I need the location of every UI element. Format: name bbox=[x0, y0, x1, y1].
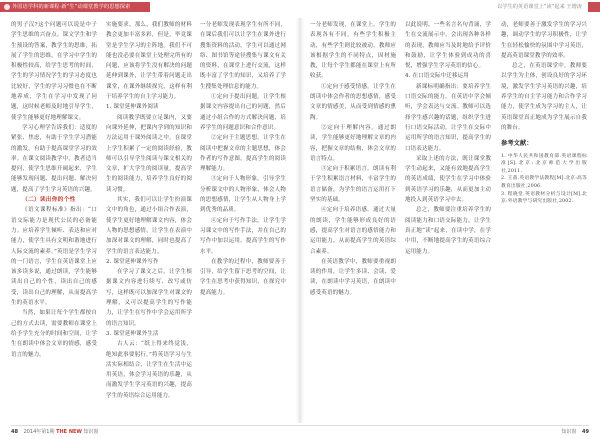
right-page-column-2 bbox=[405, 20, 491, 415]
paragraph: 采取上述的方法，既让课堂教学生动起来，又能有效地提高学生的英语成绩，使学生在学习中体验到英语学习的乐趣，从而更加主动地投入到英语学习中去。 bbox=[405, 155, 491, 204]
issue-label: 2014年第1期 bbox=[23, 429, 55, 435]
paragraph: 实施要求。那么，我们教师的材料教会更加丰富多彩，但是，毕竟课堂是学生学习的主阵地。我们不可能也没必要在课堂上处理完所有的问题，应该将学生没有解决的问题延伸到课外，让学生带着问题走出课堂，在课外继续探究，这样有利于培养学生的自主学习能力。 bbox=[106, 22, 192, 101]
references-list bbox=[501, 153, 587, 206]
paragraph: 古人云：“纸上得来终觉浅，绝知此事要躬行。”将英语学习与生活实际相结合，让学生在生活中运用英语，体会学习英语的乐趣，从而激发学生学习英语的兴趣，提高学生的英语综合运用能力。 bbox=[106, 341, 192, 399]
paragraph: 总之，教师要注重培养学生的阅读能力和口语交际能力，让学生真正地“读”起来，在读中学，在学中用，不断地提高学生的英语综合运用能力。 bbox=[405, 207, 491, 255]
journal-label: 知识窗 bbox=[561, 429, 577, 435]
header-dot-icon bbox=[4, 4, 10, 10]
right-page-column-3 bbox=[501, 20, 587, 415]
paragraph: 在学习了课文之后，让学生根据课文内容进行续写、改写或仿写，这样既可以加深学生对课文的理解，又可以提高学生的写作能力，让学生在写作中学会运用所学的语言知识。 bbox=[106, 269, 192, 327]
paragraph: 一分老师发现表现学生有所不同，在课后我们可以让学生在课外进行搜集资料的活动，学生可以通过网络、图书馆等途径搜集与课文有关的资料，在课堂上进行交流，这样既丰富了学生的知识，又培养了学生搜集处理信息的能力。 bbox=[200, 22, 286, 90]
paragraph: 的男子汉?这个问题可以说是中子学生思维的兴奋点。课文学生和学生预设的答案，教学生的思维，拓展了学生的思维，在学习中学生的积极性较高，给学生思考的时间，学生的学习情况学生的学习态度也比较好，学生的学习习惯也在不断地养成，学生在学习中发现了问题，这时候老师及时地引导学生，使学生能够更好地理解课文。 bbox=[11, 22, 97, 121]
subsection-heading: 3. 课堂延伸课外生活 bbox=[106, 330, 159, 337]
right-page-column-1 bbox=[310, 20, 396, 415]
paragraph: ①定向于提出问题。让学生根据课文内容提出自己的问题，然后通过小组合作的方式解决问题，培养学生的问题意识和合作意识。 bbox=[200, 94, 286, 131]
subsection-heading: 4. 在口语交际中迁移运用 bbox=[405, 73, 469, 80]
paragraph: ②定向于主题思想。让学生在阅读中把握文章的主题思想，体会作者的写作意图，提高学生的阅读理解能力。 bbox=[200, 135, 286, 173]
running-header-left: 外国语学科的新课程·新“生”动课堂教学的思想探索 bbox=[12, 4, 131, 10]
running-header bbox=[0, 0, 600, 14]
paragraph: 当然，如果让每个学生都按自己的方式去读，需要教师在课堂上给予学生充分的时间和空间，让学生在朗读中体会文章的情感，感受语言的魅力。 bbox=[11, 310, 97, 358]
paragraph: 以此说明，一些名言名句背诵，学生在交流展示中，会出现各种各样的表现，教师应当及时地给予评价和鼓励，让学生体验到成功的喜悦，增强学生学习英语的信心。 bbox=[405, 22, 491, 70]
paragraph: 一分老师发现，在课堂上，学生的表现各有不同，有些学生积极主动，有些学生则比较被动。教师应该根据学生的不同特点，因材施教，让每个学生都能在课堂上有所收获。 bbox=[310, 22, 396, 80]
subsection-heading: 1. 课堂延伸课外阅读 bbox=[106, 104, 159, 111]
paragraph: 在教学的过程中，教师要善于引导，给学生留下思考的空间，让学生在思考中获得知识，在探究中提高能力。 bbox=[200, 258, 286, 296]
footer-left bbox=[11, 427, 99, 437]
paragraph: ③定向于积累语言。朗读有利于学生积累语言材料，丰富学生的语言储备，为学生的语言运用打下坚实的基础。 bbox=[310, 166, 396, 204]
reference-item: 1. 中华人民共和国教育部.英语课程标准[S].北京:北京师范大学出版社,2011. bbox=[501, 153, 587, 174]
paragraph: ④定向于培养语感。通过大量的朗读，学生能够形成良好的语感，提高学生对语言的感悟能力和运用能力，从而提高学生的英语综合素养。 bbox=[310, 207, 396, 255]
paragraph: ①定向于感受情感。让学生在朗读中体会作者的思想感情，感受文章的情感美，从而受到情感的熏陶。 bbox=[310, 83, 396, 121]
footer-right bbox=[561, 427, 589, 437]
brand-label: THE NEW bbox=[56, 429, 82, 435]
paragraph: ②定向于理解内容。通过朗读，学生能够更好地理解文章的内容，把握文章的结构，体会文章的语言特点。 bbox=[310, 124, 396, 162]
page-gutter bbox=[296, 18, 304, 423]
left-page-column-3 bbox=[200, 20, 286, 415]
reference-item: 3. 程晓堂.英语教材分析与设计[M].北京:外语教学与研究出版社,2002. bbox=[501, 191, 587, 205]
paragraph: 其实，我们可以让学生扮演课文中的角色，通过小组合作表演，使学生更好地理解课文内容，体会人物的思想感情，让学生在表演中加深对课文的理解，同时也提高了学生的语言表达能力。 bbox=[106, 197, 192, 255]
paragraph: 新课标明确指出：要培养学生口语交际的能力，在英语中学会倾听，学会表达与交流。教师可以选择学生感兴趣的话题，组织学生进行口语交际活动，让学生在交际中运用所学的语言知识，提高学生的口语表达能力。 bbox=[405, 83, 491, 152]
paragraph: 动，老师要善于激发学生的学习兴趣，调动学生的学习积极性，让学生在轻松愉快的氛围中学习英语，提高英语课堂教学的效率。 bbox=[501, 22, 587, 59]
paragraph: 总之，在英语课堂中，教师要以学生为主体，创设良好的学习环境，激发学生学习英语的兴趣，培养学生的自主学习能力和合作学习能力，使学生成为学习的主人，让英语课堂真正地成为学生展示自我的舞台。 bbox=[501, 63, 587, 131]
page-footer bbox=[0, 425, 600, 439]
paragraph: ④定向于写作手法。让学生学习课文中的写作手法，并在自己的写作中加以运用，提高学生的写作水平。 bbox=[200, 217, 286, 255]
page-number-left: 48 bbox=[11, 429, 18, 435]
left-page-column-1 bbox=[11, 20, 97, 415]
brand-label-cn: 知识窗 bbox=[83, 429, 99, 435]
page-number-right: 49 bbox=[582, 429, 589, 435]
running-header-right: 以学生的英语课堂上“读”起来 王增涛 bbox=[497, 4, 582, 10]
paragraph: 《语文课程标准》指出：“口语交际能力是现代公民的必备能力。应培养学生倾听、表达和应对能力，使学生具有文明和谐地进行人际交流的素养。”英语是学生学习的一门语言，学生在英语课堂上应该多读多说，通过朗读，学生能够读出自己的个性，读出自己的感受，读出自己的理解，从而提高学生的英语水平。 bbox=[11, 207, 97, 307]
footer-divider bbox=[11, 425, 589, 426]
paragraph: 阅读教学既要立足课内，又要向课外延伸，把课内学到的知识和方法运用于课外阅读之中。在课堂上学生积累了一定的阅读经验，教师可以引导学生阅读与课文相关的文章，扩大学生的阅读量，提高学生的阅读能力，培养学生良好的阅读习惯。 bbox=[106, 114, 192, 193]
reference-item: 2. 王蔷.英语教学法教程[M].北京:高等教育出版社,2006. bbox=[501, 176, 587, 189]
references-heading: 参考文献： bbox=[501, 140, 533, 148]
header-tab-right bbox=[588, 2, 600, 12]
paragraph: ③定向于人物形象。引导学生分析课文中的人物形象，体会人物的思想感情，让学生从人物身上学到优秀的品质。 bbox=[200, 176, 286, 214]
paragraph: 学习心理学告诉我们：适度的紧张、焦虑，有助于学生学习潜能的激发。有助于提高课堂学习的效率。在课文阅读教学中，教者适当提问，使学生思维开阔起来，学生能够发现问题、提出问题、解决问题，提高了学生学习英语的兴趣。 bbox=[11, 124, 97, 193]
subsection-heading: 2. 课堂延伸课外写作 bbox=[106, 258, 159, 265]
left-page-column-2 bbox=[106, 20, 192, 415]
section-heading: （二）读出你的个性 bbox=[22, 197, 76, 204]
paragraph: 在英语教学中，教师要重视朗读的作用，让学生多读、会读、爱读，在朗读中学习英语，在朗读中感受英语的魅力。 bbox=[310, 258, 396, 296]
